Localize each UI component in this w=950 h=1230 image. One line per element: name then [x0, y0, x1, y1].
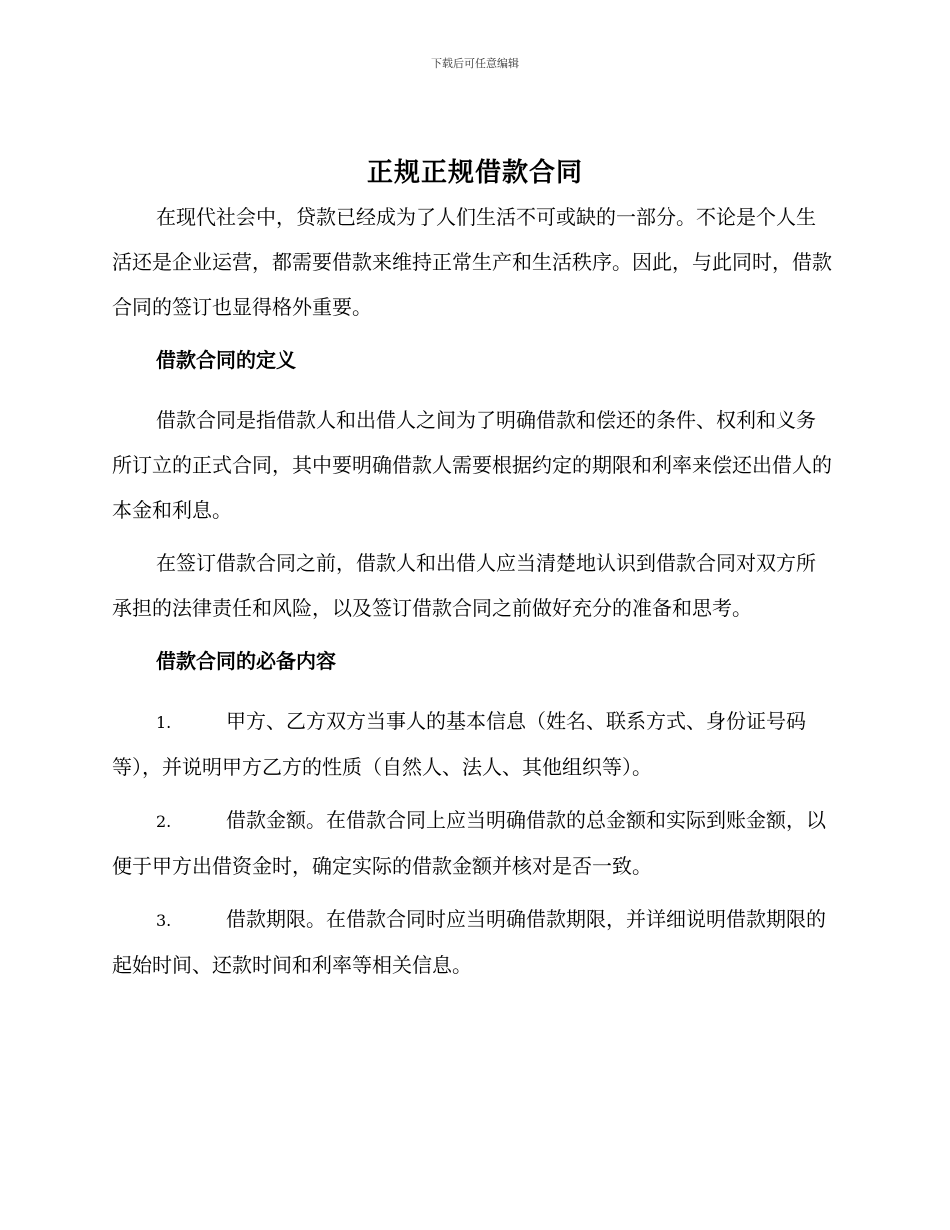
definition-paragraph: 在签订借款合同之前，借款人和出借人应当清楚地认识到借款合同对双方所承担的法律责任和风险，以及签订借款合同之前做好充分的准备和思考。: [112, 551, 816, 620]
list-item: [112, 699, 834, 790]
intro-paragraph: 在现代社会中，贷款已经成为了人们生活不可或缺的一部分。不论是个人生活还是企业运营，都需要借款来维持正常生产和生活秩序。因此，与此同时，借款合同的签订也显得格外重要。: [112, 205, 832, 319]
document-title: 正规正规借款合同: [366, 158, 583, 188]
header-note: 下载后可任意编辑: [431, 57, 519, 70]
list-item-text: 借款期限。在借款合同时应当明确借款期限，并详细说明借款期限的起始时间、还款时间和利率等相关信息。: [112, 907, 826, 977]
definition-paragraph: 借款合同是指借款人和出借人之间为了明确借款和偿还的条件、权利和义务所订立的正式合同，其中要明确借款人需要根据约定的期限和利率来偿还出借人的本金和利息。: [112, 408, 832, 522]
section-heading-definition: 借款合同的定义: [156, 348, 296, 372]
list-item: [112, 897, 834, 988]
section-heading-required-content: 借款合同的必备内容: [156, 649, 336, 673]
list-item-text: 甲方、乙方双方当事人的基本信息（姓名、联系方式、身份证号码等），并说明甲方乙方的性质（自然人、法人、其他组织等）。: [112, 709, 806, 779]
list-item-number: 3.: [156, 911, 172, 930]
document-body: [112, 195, 834, 996]
list-item-text: 借款金额。在借款合同上应当明确借款的总金额和实际到账金额，以便于甲方出借资金时，确定实际的借款金额并核对是否一致。: [112, 808, 826, 878]
list-item-number: 1.: [156, 713, 172, 732]
list-item: [112, 798, 834, 889]
list-item-number: 2.: [156, 812, 172, 831]
